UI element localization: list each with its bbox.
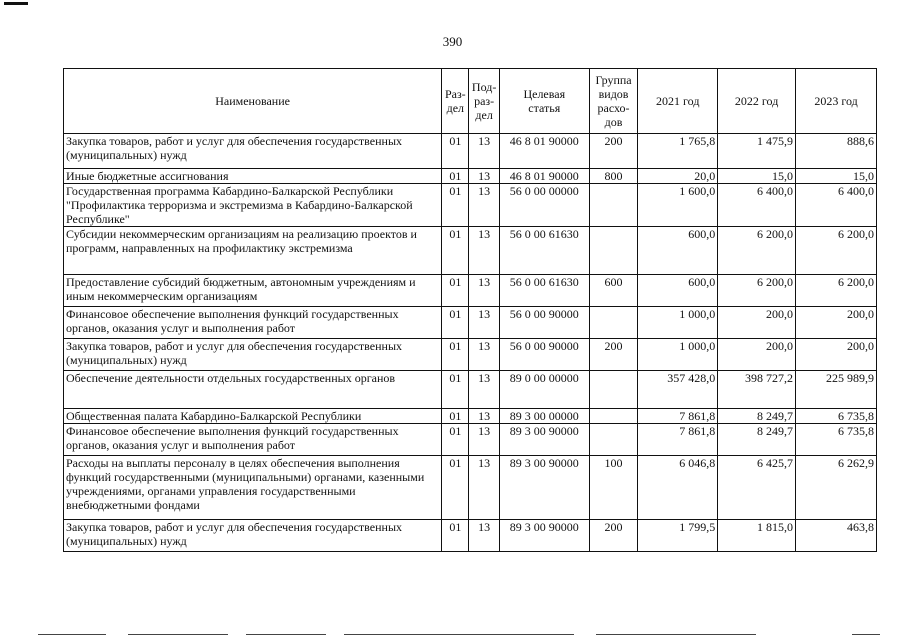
row-2023: 888,6 xyxy=(796,134,877,169)
row-2023: 200,0 xyxy=(796,339,877,371)
row-podrazdel: 13 xyxy=(469,371,499,409)
row-2022: 200,0 xyxy=(718,339,796,371)
corner-mark xyxy=(4,2,28,5)
header-2022: 2022 год xyxy=(718,69,796,134)
row-podrazdel: 13 xyxy=(469,227,499,275)
header-group: Группа видов расхо- дов xyxy=(589,69,638,134)
header-2021: 2021 год xyxy=(638,69,718,134)
row-group xyxy=(589,371,638,409)
row-2023: 6 400,0 xyxy=(796,184,877,227)
row-group: 200 xyxy=(589,134,638,169)
row-target: 56 0 00 90000 xyxy=(499,307,589,339)
header-name: Наименование xyxy=(64,69,442,134)
row-razdel: 01 xyxy=(442,184,469,227)
page-number: 390 xyxy=(442,34,463,49)
row-group xyxy=(589,424,638,456)
bottom-rule xyxy=(246,634,326,635)
row-group: 600 xyxy=(589,275,638,307)
row-2021: 1 600,0 xyxy=(638,184,718,227)
table-row xyxy=(64,227,877,275)
header-razdel: Раз- дел xyxy=(442,69,469,134)
row-target: 56 0 00 00000 xyxy=(499,184,589,227)
row-2022: 8 249,7 xyxy=(718,409,796,424)
row-group xyxy=(589,227,638,275)
row-2022: 1 815,0 xyxy=(718,520,796,552)
bottom-rule xyxy=(852,634,880,635)
row-2023: 200,0 xyxy=(796,307,877,339)
row-target: 46 8 01 90000 xyxy=(499,169,589,184)
row-2021: 357 428,0 xyxy=(638,371,718,409)
row-2022: 200,0 xyxy=(718,307,796,339)
row-name: Расходы на выплаты персоналу в целях обеспечения выполнения функций государственными (муниципальными) органами, казенными учреждениями, органами управления государственными внебюджетными фондами xyxy=(64,456,442,520)
row-2021: 20,0 xyxy=(638,169,718,184)
row-podrazdel: 13 xyxy=(469,424,499,456)
row-group: 200 xyxy=(589,520,638,552)
row-target: 89 3 00 00000 xyxy=(499,409,589,424)
table-row xyxy=(64,409,877,424)
bottom-rule xyxy=(596,634,756,635)
row-2023: 225 989,9 xyxy=(796,371,877,409)
row-2023: 6 262,9 xyxy=(796,456,877,520)
row-group xyxy=(589,184,638,227)
header-2023: 2023 год xyxy=(796,69,877,134)
row-2021: 1 000,0 xyxy=(638,339,718,371)
row-2023: 15,0 xyxy=(796,169,877,184)
row-2021: 7 861,8 xyxy=(638,424,718,456)
row-2023: 6 200,0 xyxy=(796,227,877,275)
row-razdel: 01 xyxy=(442,307,469,339)
row-target: 89 0 00 00000 xyxy=(499,371,589,409)
row-name: Закупка товаров, работ и услуг для обеспечения государственных (муниципальных) нужд xyxy=(64,339,442,371)
row-2021: 600,0 xyxy=(638,275,718,307)
row-2021: 6 046,8 xyxy=(638,456,718,520)
bottom-rule xyxy=(344,634,574,635)
row-target: 89 3 00 90000 xyxy=(499,520,589,552)
row-name: Закупка товаров, работ и услуг для обеспечения государственных (муниципальных) нужд xyxy=(64,134,442,169)
row-name: Финансовое обеспечение выполнения функций государственных органов, оказания услуг и выполнения работ xyxy=(64,307,442,339)
row-2021: 1 765,8 xyxy=(638,134,718,169)
row-2022: 15,0 xyxy=(718,169,796,184)
row-podrazdel: 13 xyxy=(469,409,499,424)
table-row xyxy=(64,520,877,552)
row-2021: 1 799,5 xyxy=(638,520,718,552)
header-podrazdel: Под- раз- дел xyxy=(469,69,499,134)
row-razdel: 01 xyxy=(442,424,469,456)
table-row xyxy=(64,134,877,169)
table-row xyxy=(64,307,877,339)
table-row xyxy=(64,275,877,307)
row-group: 800 xyxy=(589,169,638,184)
row-2022: 1 475,9 xyxy=(718,134,796,169)
row-name: Государственная программа Кабардино-Балкарской Республики "Профилактика терроризма и экстремизма в Кабардино-Балкарской Республике" xyxy=(64,184,442,227)
row-podrazdel: 13 xyxy=(469,456,499,520)
row-razdel: 01 xyxy=(442,169,469,184)
row-2022: 8 249,7 xyxy=(718,424,796,456)
row-razdel: 01 xyxy=(442,339,469,371)
row-razdel: 01 xyxy=(442,371,469,409)
row-2021: 7 861,8 xyxy=(638,409,718,424)
row-razdel: 01 xyxy=(442,227,469,275)
row-2022: 6 200,0 xyxy=(718,227,796,275)
row-razdel: 01 xyxy=(442,520,469,552)
table-row xyxy=(64,184,877,227)
row-2023: 6 200,0 xyxy=(796,275,877,307)
row-podrazdel: 13 xyxy=(469,169,499,184)
row-razdel: 01 xyxy=(442,275,469,307)
row-2022: 6 200,0 xyxy=(718,275,796,307)
table-row xyxy=(64,169,877,184)
row-group: 100 xyxy=(589,456,638,520)
row-2023: 6 735,8 xyxy=(796,424,877,456)
row-podrazdel: 13 xyxy=(469,520,499,552)
row-target: 46 8 01 90000 xyxy=(499,134,589,169)
row-2021: 600,0 xyxy=(638,227,718,275)
table-row xyxy=(64,339,877,371)
row-group xyxy=(589,409,638,424)
row-name: Закупка товаров, работ и услуг для обеспечения государственных (муниципальных) нужд xyxy=(64,520,442,552)
bottom-rule xyxy=(128,634,228,635)
row-2022: 398 727,2 xyxy=(718,371,796,409)
row-target: 89 3 00 90000 xyxy=(499,424,589,456)
row-name: Предоставление субсидий бюджетным, автономным учреждениям и иным некоммерческим организациям xyxy=(64,275,442,307)
row-target: 56 0 00 61630 xyxy=(499,275,589,307)
row-name: Общественная палата Кабардино-Балкарской Республики xyxy=(64,409,442,424)
row-group: 200 xyxy=(589,339,638,371)
row-2021: 1 000,0 xyxy=(638,307,718,339)
row-name: Обеспечение деятельности отдельных государственных органов xyxy=(64,371,442,409)
table-row xyxy=(64,371,877,409)
table-row xyxy=(64,424,877,456)
row-name: Финансовое обеспечение выполнения функций государственных органов, оказания услуг и выполнения работ xyxy=(64,424,442,456)
row-2022: 6 425,7 xyxy=(718,456,796,520)
row-group xyxy=(589,307,638,339)
row-2023: 463,8 xyxy=(796,520,877,552)
row-razdel: 01 xyxy=(442,456,469,520)
row-podrazdel: 13 xyxy=(469,339,499,371)
header-row xyxy=(64,69,877,134)
row-name: Иные бюджетные ассигнования xyxy=(64,169,442,184)
row-podrazdel: 13 xyxy=(469,275,499,307)
row-razdel: 01 xyxy=(442,134,469,169)
row-target: 89 3 00 90000 xyxy=(499,456,589,520)
bottom-rule xyxy=(38,634,106,635)
row-podrazdel: 13 xyxy=(469,184,499,227)
header-target: Целевая статья xyxy=(499,69,589,134)
row-name: Субсидии некоммерческим организациям на реализацию проектов и программ, направленных на профилактику экстремизма xyxy=(64,227,442,275)
row-razdel: 01 xyxy=(442,409,469,424)
row-podrazdel: 13 xyxy=(469,307,499,339)
row-2023: 6 735,8 xyxy=(796,409,877,424)
table-row xyxy=(64,456,877,520)
budget-table xyxy=(63,68,877,552)
row-target: 56 0 00 61630 xyxy=(499,227,589,275)
row-podrazdel: 13 xyxy=(469,134,499,169)
row-2022: 6 400,0 xyxy=(718,184,796,227)
row-target: 56 0 00 90000 xyxy=(499,339,589,371)
